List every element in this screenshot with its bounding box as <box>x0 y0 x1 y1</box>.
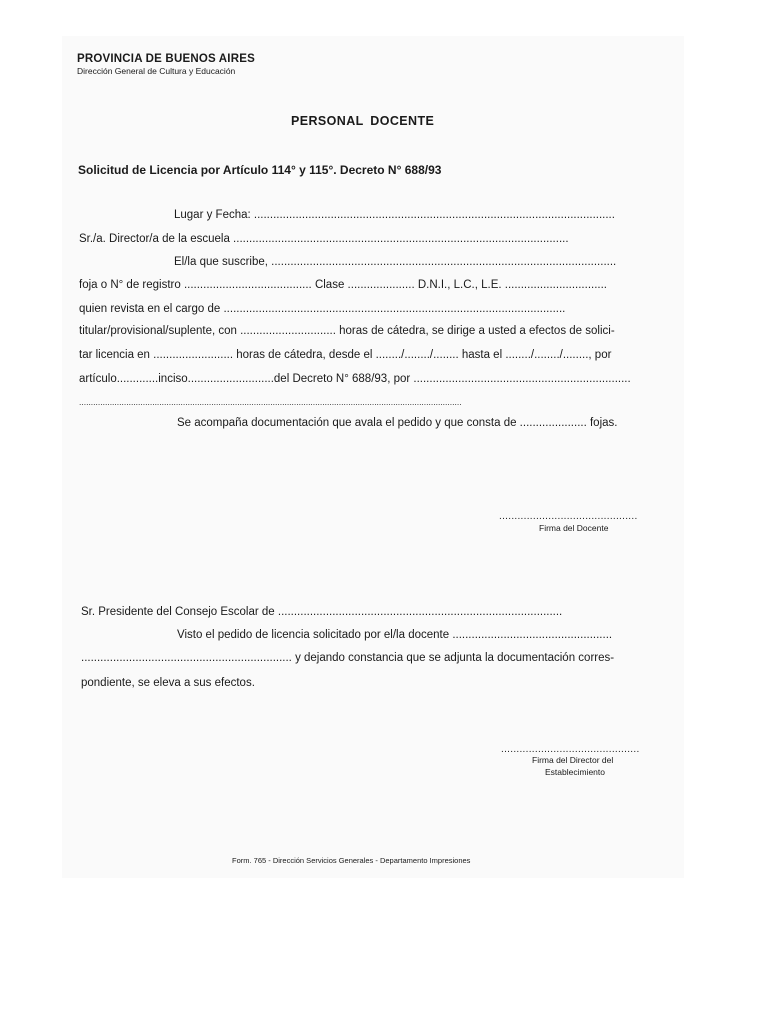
field-director-escuela: Sr./a. Director/a de la escuela ......................................................................................................... <box>79 233 569 245</box>
field-presidente-consejo: Sr. Presidente del Consejo Escolar de ......................................................................................... <box>81 606 563 618</box>
field-lugar-fecha: Lugar y Fecha: ................................................................................................................. <box>174 209 615 221</box>
field-visto-pedido: Visto el pedido de licencia solicitado por el/la docente .................................................. <box>177 629 613 641</box>
field-cargo: quien revista en el cargo de ........................................................................................................... <box>79 303 566 315</box>
signature-director-line: ............................................. <box>501 744 640 755</box>
field-dotted-line: .................................................................................................................................................................. <box>79 397 462 407</box>
directorate-heading: Dirección General de Cultura y Educación <box>77 66 236 76</box>
field-se-eleva: pondiente, se eleva a sus efectos. <box>81 677 255 689</box>
field-registro-clase: foja o N° de registro ........................................ Clase ..................... D.N.I., L.C., L.E. ................................ <box>79 279 607 291</box>
field-suscribe: El/la que suscribe, ............................................................................................................ <box>174 256 617 268</box>
signature-director-label-1: Firma del Director del <box>532 755 614 765</box>
field-acompana-fojas: Se acompaña documentación que avala el pedido y que consta de ..................... fojas. <box>177 417 618 429</box>
field-licencia-fechas: tar licencia en ......................... horas de cátedra, desde el ......../......../........ hasta el ......../......../........, por <box>79 349 612 361</box>
province-heading: PROVINCIA DE BUENOS AIRES <box>77 53 255 65</box>
field-dejando-constancia: .................................................................. y dejando constancia que se adjunta la documentación corres- <box>81 652 615 664</box>
form-footer: Form. 765 - Dirección Servicios Generales - Departamento Impresiones <box>232 856 471 865</box>
field-articulo-inciso: artículo.............inciso...........................del Decreto N° 688/93, por .................................................................... <box>79 373 631 385</box>
signature-director-label-2: Establecimiento <box>545 767 606 777</box>
signature-docente-line: ............................................. <box>499 511 638 522</box>
field-titular-horas: titular/provisional/suplente, con .............................. horas de cátedra, se dirige a usted a efectos de solici- <box>79 325 615 337</box>
form-title: PERSONAL DOCENTE <box>291 114 435 128</box>
form-subtitle: Solicitud de Licencia por Artículo 114° y 115°. Decreto N° 688/93 <box>78 163 442 177</box>
signature-docente-label: Firma del Docente <box>539 523 609 533</box>
